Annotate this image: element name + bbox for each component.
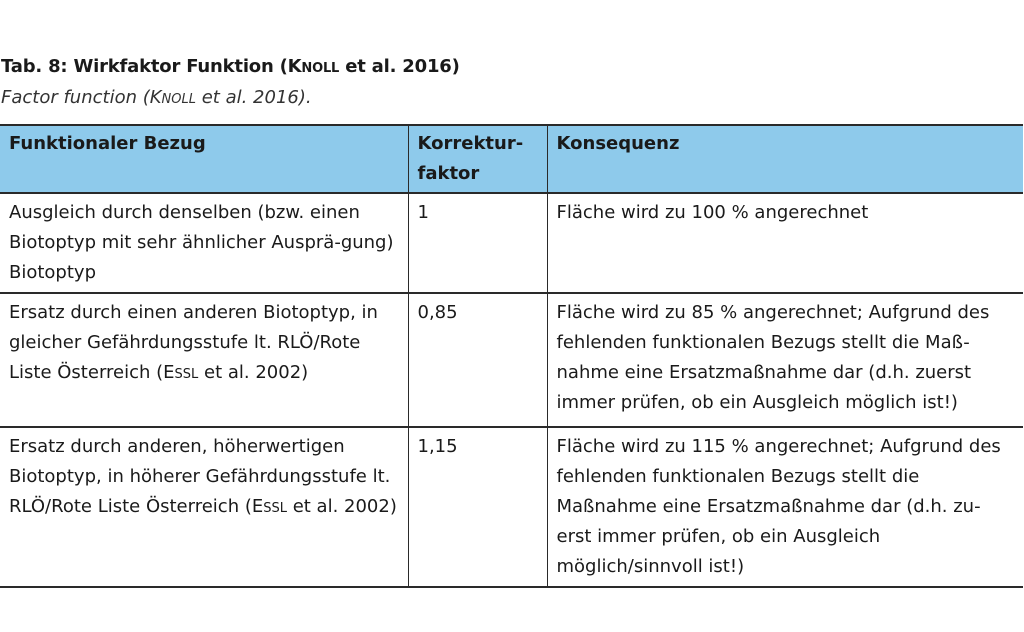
caption-en-author: Knoll bbox=[149, 87, 196, 108]
cell-bezug-author: Essl bbox=[251, 496, 287, 517]
table-caption bbox=[1, 56, 460, 77]
caption-text: Tab. 8: Wirkfaktor Funktion ( bbox=[1, 56, 288, 77]
cell-bezug bbox=[0, 293, 408, 427]
cell-bezug bbox=[0, 427, 408, 587]
table-row bbox=[0, 293, 1023, 427]
caption-author: Knoll bbox=[287, 56, 340, 77]
cell-bezug-text-end: et al. 2002) bbox=[198, 362, 309, 383]
factor-table bbox=[0, 124, 1023, 588]
cell-bezug-text: Ersatz durch einen anderen Biotoptyp, in gleicher Gefährdungsstufe lt. RLÖ/Rote Liste Österreich ( bbox=[9, 302, 378, 383]
header-funktionaler-bezug: Funktionaler Bezug bbox=[0, 125, 408, 193]
cell-faktor: 1 bbox=[408, 193, 547, 293]
header-korrekturfaktor-line2: faktor bbox=[417, 163, 480, 184]
table-row bbox=[0, 427, 1023, 587]
caption-en-text-end: et al. 2016). bbox=[196, 87, 312, 108]
cell-bezug-text: Ersatz durch anderen, höherwertigen Biotoptyp, in höherer Gefährdungsstufe lt. RLÖ/Rote Liste Österreich ( bbox=[9, 436, 391, 517]
cell-faktor: 0,85 bbox=[408, 293, 547, 427]
header-korrekturfaktor bbox=[408, 125, 547, 193]
cell-konsequenz: Fläche wird zu 100 % angerechnet bbox=[547, 193, 1023, 293]
cell-bezug-text-end: et al. 2002) bbox=[286, 496, 397, 517]
header-row bbox=[0, 125, 1023, 193]
header-korrekturfaktor-line1: Korrektur- bbox=[417, 133, 524, 154]
header-konsequenz: Konsequenz bbox=[547, 125, 1023, 193]
cell-faktor: 1,15 bbox=[408, 427, 547, 587]
cell-konsequenz: Fläche wird zu 115 % angerechnet; Aufgrund des fehlenden funktionalen Bezugs stellt die Maßnahme eine Ersatzmaßnahme dar (d.h. zu-erst immer prüfen, ob ein Ausgleich möglich/sinnvoll ist!) bbox=[547, 427, 1023, 587]
caption-en-text: Factor function ( bbox=[1, 87, 150, 108]
cell-bezug-author: Essl bbox=[163, 362, 199, 383]
cell-bezug: Ausgleich durch denselben (bzw. einen Biotoptyp mit sehr ähnlicher Ausprä-gung) Biotoptyp bbox=[0, 193, 408, 293]
table-row bbox=[0, 193, 1023, 293]
table-caption-english bbox=[1, 87, 312, 108]
cell-konsequenz: Fläche wird zu 85 % angerechnet; Aufgrund des fehlenden funktionalen Bezugs stellt die Maß-nahme eine Ersatzmaßnahme dar (d.h. zuerst immer prüfen, ob ein Ausgleich möglich ist!) bbox=[547, 293, 1023, 427]
caption-text-end: et al. 2016) bbox=[339, 56, 460, 77]
